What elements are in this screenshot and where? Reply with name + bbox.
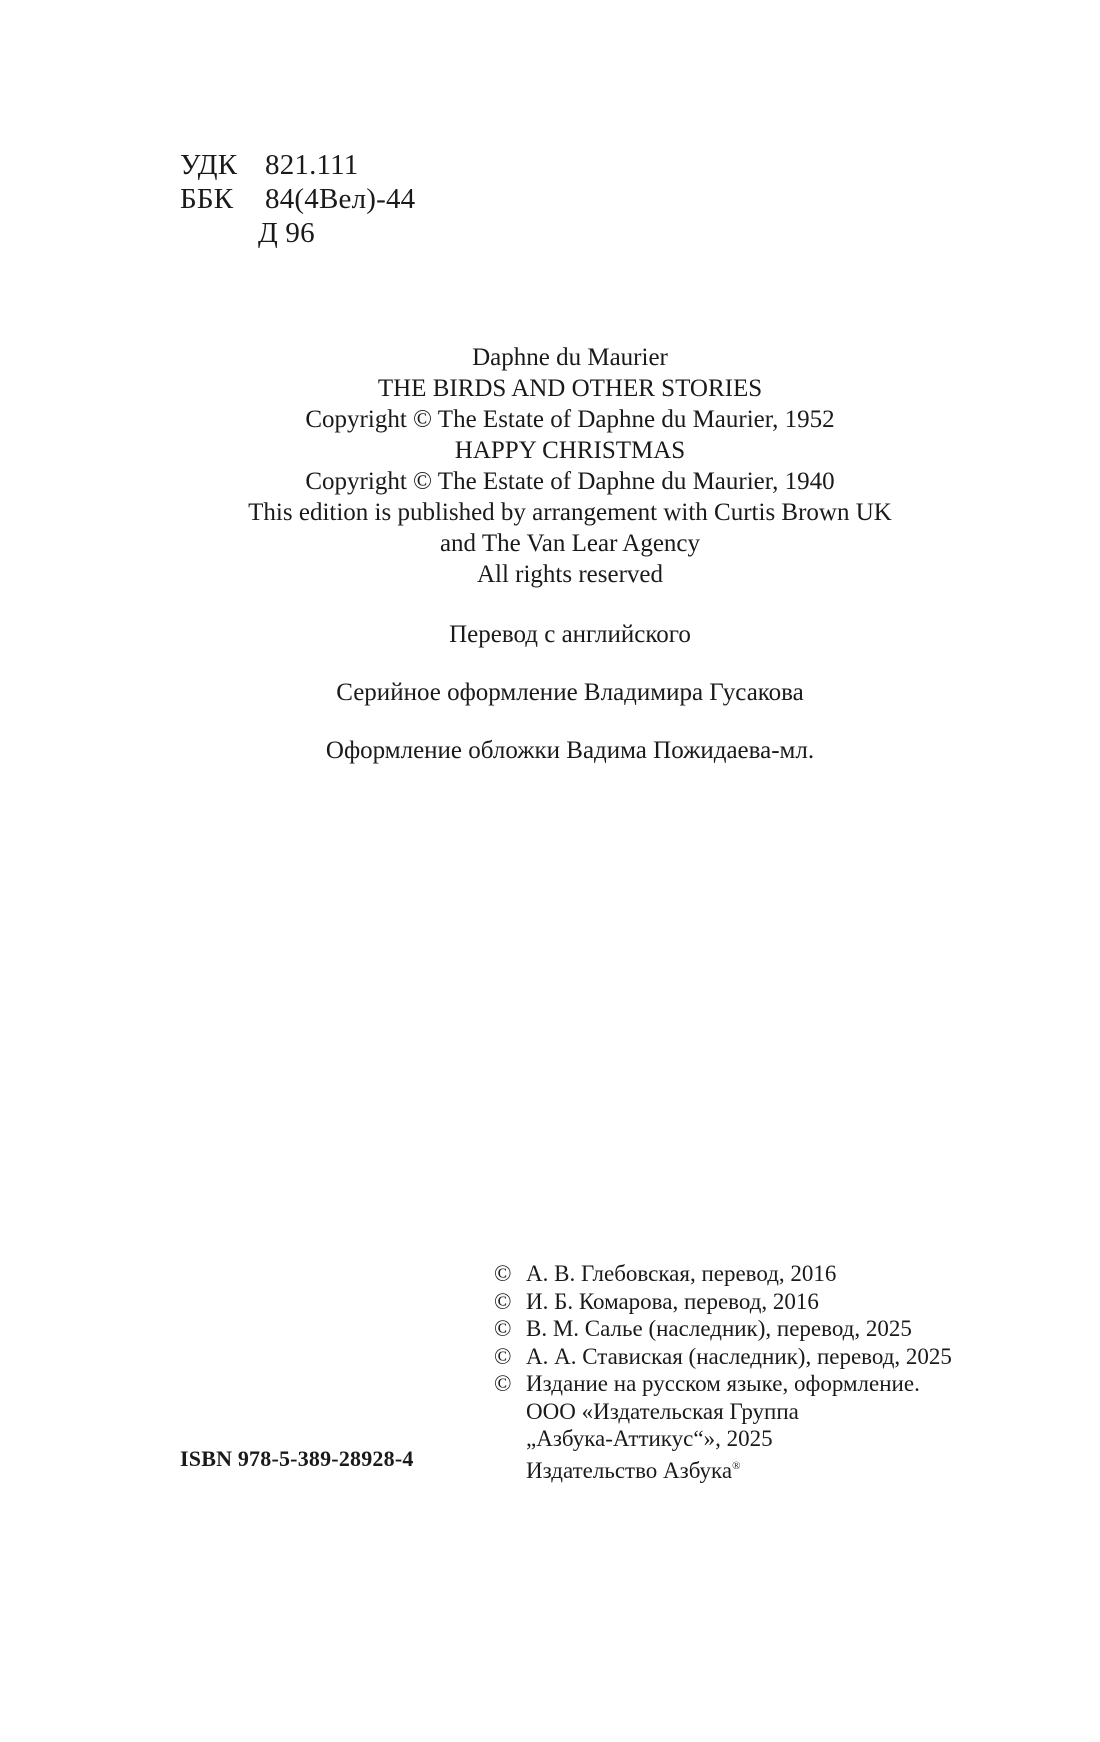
publisher-line: ООО «Издательская Группа <box>526 1398 799 1424</box>
arrangement-agency: and The Van Lear Agency <box>439 530 701 557</box>
copyright-text: И. Б. Комарова, перевод, 2016 <box>526 1288 819 1314</box>
copyright-item <box>494 1343 952 1371</box>
copyright-list <box>494 1260 952 1484</box>
publisher-imprint-name: Издательство Азбука <box>526 1457 733 1483</box>
udk-value: 821.111 <box>265 149 359 181</box>
copyright-text: А. В. Глебовская, перевод, 2016 <box>526 1261 837 1286</box>
author-mark: Д 96 <box>258 217 315 249</box>
copyright-text: А. А. Ставиская (наследник), перевод, 2025 <box>526 1343 952 1369</box>
original-copyright-1: Copyright © The Estate of Daphne du Maurier, 1952 <box>305 406 835 433</box>
copyright-sign: © <box>494 1316 512 1341</box>
series-design-credit: Серийное оформление Владимира Гусакова <box>336 679 804 706</box>
publisher-line: „Азбука-Аттикус“», 2025 <box>526 1426 773 1451</box>
copyright-item <box>494 1315 952 1343</box>
bbk-value: 84(4Вел)-44 <box>265 183 416 215</box>
udk-label: УДК <box>180 149 238 181</box>
cover-design-credit: Оформление обложки Вадима Пожидаева-мл. <box>325 737 815 764</box>
copyright-item <box>494 1288 952 1316</box>
publisher-imprint <box>494 1453 952 1485</box>
copyright-sign: © <box>494 1371 512 1396</box>
original-story-title: HAPPY CHRISTMAS <box>454 437 686 464</box>
original-publication-info <box>0 342 1100 590</box>
author-mark-row <box>180 216 415 250</box>
rights-reserved: All rights reserved <box>476 561 664 588</box>
copyright-text: Издание на русском языке, оформление. <box>526 1371 920 1396</box>
arrangement-notice: This edition is published by arrangement with Curtis Brown UK <box>248 499 892 526</box>
copyright-sign: © <box>494 1288 512 1314</box>
translation-credit: Перевод с английского <box>449 621 691 648</box>
original-title: THE BIRDS AND OTHER STORIES <box>377 375 763 402</box>
original-author: Daphne du Maurier <box>472 344 668 371</box>
udk-row <box>180 148 415 182</box>
library-classification <box>180 148 415 250</box>
bbk-label: ББК <box>180 183 234 215</box>
registered-mark: ® <box>732 1459 741 1472</box>
copyright-text: В. М. Салье (наследник), перевод, 2025 <box>526 1316 912 1341</box>
copyright-sign: © <box>494 1343 512 1369</box>
bbk-row <box>180 182 415 216</box>
copyright-item <box>494 1370 952 1398</box>
copyright-item <box>494 1260 952 1288</box>
copyright-sign: © <box>494 1261 512 1286</box>
original-copyright-2: Copyright © The Estate of Daphne du Maurier, 1940 <box>305 468 835 495</box>
isbn: ISBN 978-5-389-28928-4 <box>180 1446 414 1471</box>
